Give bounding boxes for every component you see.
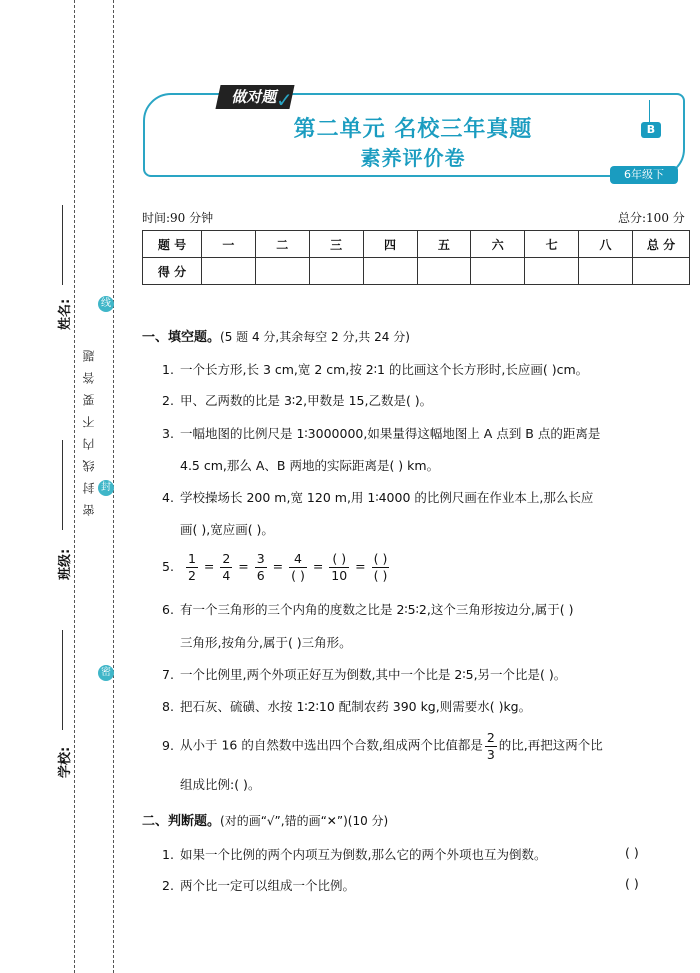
section-2-title: 二、判断题。 — [142, 814, 221, 829]
seal-mark-mi: 密 — [98, 665, 114, 681]
school-blank — [62, 630, 63, 730]
question-9 — [162, 730, 603, 762]
question-number: 7. — [162, 667, 174, 682]
fraction-blank[interactable]: $\frac{( )}{10}$ — [331, 551, 348, 583]
judge-question-2 — [162, 876, 355, 894]
fraction: $\frac{2}{3}$ — [486, 730, 495, 762]
question-text: 一个长方形,长 3 cm,宽 2 cm,按 2∶1 的比画这个长方形时,长应画( )cm。 — [180, 362, 589, 377]
seal-mark-feng: 封 — [98, 480, 114, 496]
grade-tab: 6年级下 — [610, 166, 678, 184]
question-4 — [162, 488, 593, 506]
table-cell: 二 — [255, 231, 309, 258]
check-icon: ✓ — [276, 88, 293, 112]
question-number: 9. — [162, 737, 174, 753]
seal-instruction: 密封线内不要答题 — [82, 340, 96, 516]
score-input[interactable] — [633, 258, 690, 285]
fraction: $\frac{1}{2}$ — [187, 551, 196, 583]
table-cell: 总 分 — [633, 231, 690, 258]
question-number: 6. — [162, 602, 174, 617]
question-5: 5. $\frac{1}{2}$ = $\frac{2}{4}$ = $\frac{3}{6}$ = $\frac{4}{( )}$ = $\frac{( )}{10}$ = $\frac{( )}{( )}$ — [162, 551, 388, 583]
question-number: 3. — [162, 426, 174, 441]
score-input[interactable] — [525, 258, 579, 285]
question-9-continued: 组成比例:( )。 — [180, 777, 261, 792]
section-1-note: (5 题 4 分,其余每空 2 分,共 24 分) — [220, 330, 410, 344]
question-text: 有一个三角形的三个内角的度数之比是 2∶5∶2,这个三角形按边分,属于( ) — [180, 602, 574, 617]
score-input[interactable] — [417, 258, 471, 285]
section-2-heading — [142, 810, 388, 829]
question-8 — [162, 697, 531, 715]
binding-line-outer — [74, 0, 75, 973]
score-input[interactable] — [363, 258, 417, 285]
question-7 — [162, 665, 566, 683]
question-text: 两个比一定可以组成一个比例。 — [180, 878, 356, 893]
table-cell: 三 — [309, 231, 363, 258]
question-text: 从小于 16 的自然数中选出四个合数,组成两个比值都是 — [180, 737, 483, 753]
score-table — [142, 230, 690, 285]
question-6 — [162, 600, 574, 618]
fraction-blank[interactable]: $\frac{( )}{( )}$ — [373, 551, 388, 583]
table-cell: 四 — [363, 231, 417, 258]
question-text-tail: 的比,再把这两个比 — [498, 737, 603, 753]
seal-mark-xian: 线 — [98, 296, 114, 312]
question-2 — [162, 391, 432, 409]
question-number: 4. — [162, 490, 174, 505]
name-label: 姓名: — [58, 298, 73, 330]
question-3-continued: 4.5 cm,那么 A、B 两地的实际距离是( ) km。 — [180, 458, 440, 473]
question-number: 2. — [162, 393, 174, 408]
section-1-heading — [142, 326, 410, 345]
table-cell: 题 号 — [143, 231, 202, 258]
table-cell: 一 — [202, 231, 256, 258]
question-number: 2. — [162, 878, 174, 893]
question-6-continued: 三角形,按角分,属于( )三角形。 — [180, 635, 352, 650]
table-cell: 五 — [417, 231, 471, 258]
time-limit: 时间:90 分钟 — [142, 211, 214, 225]
question-number: 1. — [162, 362, 174, 377]
class-label: 班级: — [58, 548, 73, 580]
score-input[interactable] — [255, 258, 309, 285]
question-text: 把石灰、硫磺、水按 1∶2∶10 配制农药 390 kg,则需要水( )kg。 — [180, 699, 532, 714]
judge-question-1 — [162, 845, 546, 863]
answer-parentheses[interactable]: ( ) — [625, 876, 639, 891]
fraction: $\frac{2}{4}$ — [222, 551, 231, 583]
school-label: 学校: — [58, 746, 73, 778]
brand-tag: 做对题 — [215, 85, 294, 109]
score-input[interactable] — [579, 258, 633, 285]
question-number: 5. — [162, 558, 174, 574]
total-score: 总分:100 分 — [618, 211, 685, 225]
score-input[interactable] — [202, 258, 256, 285]
question-text: 如果一个比例的两个内项互为倒数,那么它的两个外项也互为倒数。 — [180, 847, 547, 862]
question-number: 1. — [162, 847, 174, 862]
question-1 — [162, 360, 588, 378]
score-table-header-row — [143, 231, 690, 258]
fraction-blank[interactable]: $\frac{4}{( )}$ — [291, 551, 305, 583]
question-3 — [162, 424, 600, 442]
table-cell: 六 — [471, 231, 525, 258]
exam-subtitle: 素养评价卷 — [360, 146, 466, 170]
class-blank — [62, 440, 63, 530]
question-text: 学校操场长 200 m,宽 120 m,用 1∶4000 的比例尺画在作业本上,那么长应 — [180, 490, 594, 505]
fraction: $\frac{3}{6}$ — [256, 551, 265, 583]
score-input[interactable] — [309, 258, 363, 285]
exam-title: 第二单元 名校三年真题 — [293, 117, 533, 142]
question-4-continued: 画( ),宽应画( )。 — [180, 522, 274, 537]
score-table-score-row — [143, 258, 690, 285]
version-badge: B — [641, 122, 661, 138]
question-text: 甲、乙两数的比是 3∶2,甲数是 15,乙数是( )。 — [180, 393, 433, 408]
score-input[interactable] — [471, 258, 525, 285]
table-cell: 得 分 — [143, 258, 202, 285]
badge-hanger — [649, 100, 650, 122]
question-text: 一幅地图的比例尺是 1∶3000000,如果量得这幅地图上 A 点到 B 点的距离是 — [180, 426, 601, 441]
question-text: 一个比例里,两个外项正好互为倒数,其中一个比是 2∶5,另一个比是( )。 — [180, 667, 567, 682]
section-2-note: (对的画“√”,错的画“✕”)(10 分) — [220, 814, 389, 828]
table-cell: 七 — [525, 231, 579, 258]
name-blank — [62, 205, 63, 285]
question-number: 8. — [162, 699, 174, 714]
answer-parentheses[interactable]: ( ) — [625, 845, 639, 860]
table-cell: 八 — [579, 231, 633, 258]
section-1-title: 一、填空题。 — [142, 330, 221, 345]
